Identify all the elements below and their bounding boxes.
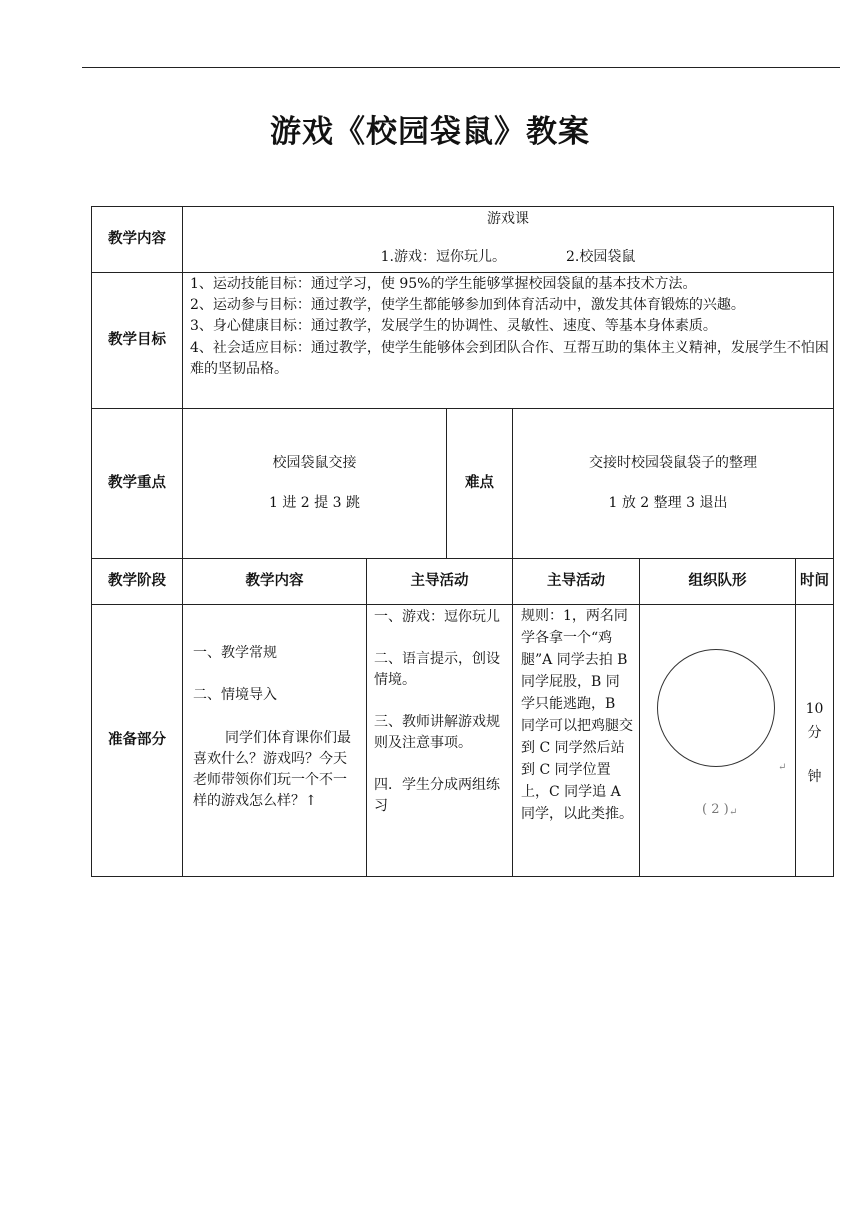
return-mark-icon: ↵ xyxy=(778,762,787,773)
label-preparation: 准备部分 xyxy=(92,605,183,877)
row-teaching-goals xyxy=(92,273,834,409)
header-stage: 教学阶段 xyxy=(92,559,183,605)
header-time: 时间 xyxy=(796,559,834,605)
activity-step-2: 二、语言提示，创设情境。 xyxy=(374,651,500,688)
time-unit: 钟 xyxy=(807,769,822,785)
prep-rules-cell: 规则：1，两名同学各拿一个“鸡腿”A 同学去拍 B 同学屁股，B 同学只能逃跑，B 同学可以把鸡腿交到 C 同学然后站到 C 同学位置上，C 同学追 A 同学，以此类推。 xyxy=(513,605,640,877)
prep-content-cell xyxy=(183,605,367,877)
goal-line: 1、运动技能目标：通过学习，使 95%的学生能够掌握校园袋鼠的基本技术方法。 xyxy=(190,276,697,292)
prep-activity-cell xyxy=(367,605,513,877)
header-rule xyxy=(82,67,840,68)
time-value: 10 xyxy=(805,701,824,717)
activity-step-4: 四．学生分成两组练习 xyxy=(374,777,500,814)
key-points-cell xyxy=(183,409,447,559)
time-cell xyxy=(796,605,834,877)
difficulty-cell xyxy=(513,409,834,559)
prep-routine: 一、教学常规 xyxy=(193,645,277,661)
time-unit: 分 xyxy=(807,725,822,741)
row-key-points xyxy=(92,409,834,559)
header-activity-1: 主导活动 xyxy=(367,559,513,605)
difficulty-steps: 1 放 2 整理 3 退出 xyxy=(608,495,728,511)
teaching-content-cell xyxy=(183,207,834,273)
activity-step-3: 三、教师讲解游戏规则及注意事项。 xyxy=(374,714,500,751)
document-title: 游戏《校园袋鼠》教案 xyxy=(270,114,590,150)
goal-line: 4、社会适应目标：通过教学，使学生能够体会到团队合作、互帮互助的集体主义精神，发展学生不怕困难的坚韧品格。 xyxy=(190,339,829,377)
header-content: 教学内容 xyxy=(183,559,367,605)
row-column-header xyxy=(92,559,834,605)
label-difficulty: 难点 xyxy=(447,409,513,559)
formation-figure-label: ( 2 ) xyxy=(702,802,729,817)
activity-step-1: 一、游戏：逗你玩儿 xyxy=(374,609,500,625)
label-key-points: 教学重点 xyxy=(92,409,183,559)
row-teaching-content xyxy=(92,207,834,273)
goal-line: 3、身心健康目标：通过教学，发展学生的协调性、灵敏性、速度、等基本身体素质。 xyxy=(190,318,717,335)
header-formation: 组织队形 xyxy=(640,559,796,605)
lesson-plan-table xyxy=(91,206,834,877)
content-item-2: 2.校园袋鼠 xyxy=(566,249,636,265)
prep-intro-speech: 同学们体育课你们最喜欢什么？游戏吗？今天老师带领你们玩一个不一样的游戏怎么样？↑ xyxy=(193,730,351,809)
prep-scene-intro: 二、情境导入 xyxy=(193,687,277,703)
key-point-title: 校园袋鼠交接 xyxy=(272,455,357,471)
key-point-steps: 1 进 2 提 3 跳 xyxy=(269,495,360,511)
row-preparation xyxy=(92,605,834,877)
content-item-1: 1.游戏：逗你玩儿。 xyxy=(380,249,506,265)
label-teaching-content: 教学内容 xyxy=(92,207,183,273)
return-mark-icon: ↵ xyxy=(729,807,738,818)
circle-formation-diagram xyxy=(657,649,775,767)
formation-cell xyxy=(640,605,796,877)
label-teaching-goals: 教学目标 xyxy=(92,273,183,409)
goal-line: 2、运动参与目标：通过教学，使学生都能够参加到体育活动中，激发其体育锻炼的兴趣。 xyxy=(190,297,745,314)
content-items xyxy=(183,247,833,268)
header-activity-2: 主导活动 xyxy=(513,559,640,605)
course-type: 游戏课 xyxy=(487,211,529,227)
teaching-goals-cell xyxy=(183,273,834,409)
difficulty-title: 交接时校园袋鼠袋子的整理 xyxy=(589,455,757,471)
